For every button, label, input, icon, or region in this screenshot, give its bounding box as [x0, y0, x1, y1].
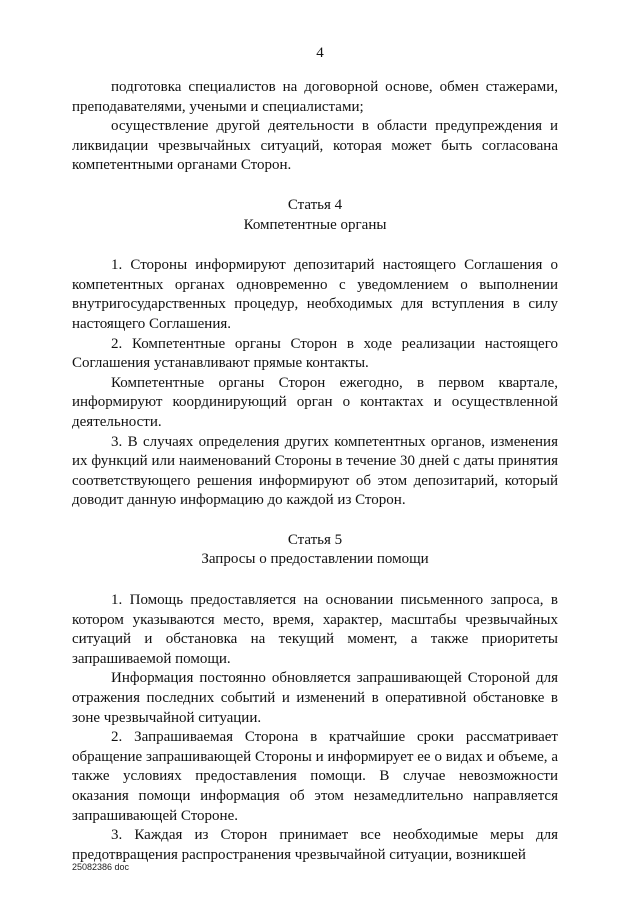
article-5-paragraph: 1. Помощь предоставляется на основании письменного запроса, в котором указываются место, время, характер, масштабы чрезвычайных ситуаций и обстановка на текущий момент, а также приоритеты запрашиваемой помощи. — [72, 592, 558, 667]
page-number: 4 — [316, 45, 324, 61]
article-4-paragraph: Компетентные органы Сторон ежегодно, в первом квартале, информируют координирующий орган о контактах и осуществленной деятельности. — [72, 374, 558, 430]
article-5-paragraph: 3. Каждая из Сторон принимает все необходимые меры для предотвращения распространения чрезвычайной ситуации, возникшей — [72, 827, 558, 863]
article-4-title: Компетентные органы — [243, 216, 387, 233]
article-4-paragraph: 3. В случаях определения других компетентных органов, изменения их функций или наименований Стороны в течение 30 дней с даты принятия соответствующего решения информируют об этом депозитарий, который доводит данную информацию до каждой из Сторон. — [72, 433, 558, 509]
document-file-reference: 25082386 doc — [72, 862, 130, 872]
article-5-paragraph: Информация постоянно обновляется запрашивающей Стороной для отражения последних событий и изменений в оперативной обстановке в зоне чрезвычайной ситуации. — [72, 670, 558, 726]
document-body — [72, 78, 558, 865]
article-4-paragraph: 2. Компетентные органы Сторон в ходе реализации настоящего Соглашения устанавливают прямые контакты. — [72, 335, 558, 372]
article-4-number: Статья 4 — [287, 196, 343, 213]
article-5-number: Статья 5 — [287, 531, 343, 548]
article-4-paragraph: 1. Стороны информируют депозитарий настоящего Соглашения о компетентных органах одновременно с уведомлением о выполнении внутригосударственных процедур, необходимых для вступления в силу настоящего Соглашения. — [72, 257, 558, 332]
intro-paragraph: осуществление другой деятельности в области предупреждения и ликвидации чрезвычайных ситуаций, которая может быть согласована компетентными органами Сторон. — [72, 118, 558, 174]
article-5-title: Запросы о предоставлении помощи — [201, 551, 429, 568]
article-5-paragraph: 2. Запрашиваемая Сторона в кратчайшие сроки рассматривает обращение запрашивающей Стороны и информирует ее о видах и объеме, а также условиях предоставления помощи. В случае невозможности оказания помощи информация об этом незамедлительно направляется запрашивающей Стороне. — [72, 729, 558, 824]
intro-paragraph: подготовка специалистов на договорной основе, обмен стажерами, преподавателями, учеными и специалистами; — [72, 79, 558, 115]
